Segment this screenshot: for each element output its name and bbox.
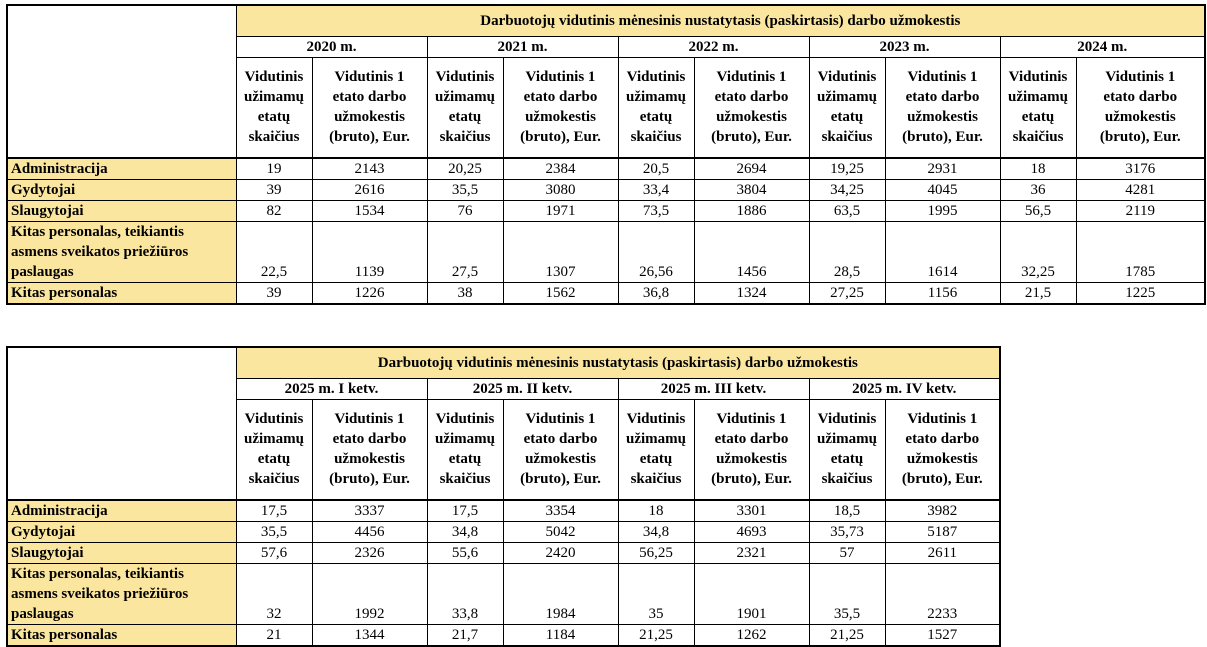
salary-cell: 2931 <box>885 158 1000 180</box>
positions-cell: 57,6 <box>236 543 312 564</box>
header-line: etato darbo <box>714 89 789 106</box>
positions-cell: 36 <box>1000 180 1076 201</box>
column-header-salary <box>694 399 809 500</box>
salary-cell: 2119 <box>1076 201 1205 222</box>
row-label: Gydytojai <box>7 180 236 201</box>
positions-cell: 63,5 <box>809 201 885 222</box>
header-line: užmokestis <box>334 451 405 468</box>
column-header-positions <box>1000 57 1076 158</box>
corner-cell <box>7 5 236 158</box>
salary-cell: 4045 <box>885 180 1000 201</box>
positions-cell: 36,8 <box>618 283 694 305</box>
salary-cell: 5187 <box>885 522 1000 543</box>
salary-cell: 1992 <box>312 564 427 625</box>
header-line: užimamų <box>435 89 495 106</box>
salary-cell: 4693 <box>694 522 809 543</box>
header-line: etato darbo <box>523 431 598 448</box>
table-row <box>7 201 1205 222</box>
header-line: (bruto), Eur. <box>520 471 601 488</box>
column-header-salary <box>503 399 618 500</box>
salary-cell: 2616 <box>312 180 427 201</box>
header-line: skaičius <box>248 129 300 146</box>
salary-cell: 1344 <box>312 625 427 647</box>
positions-cell: 21 <box>236 625 312 647</box>
header-line: skaičius <box>821 129 873 146</box>
salary-cell: 1262 <box>694 625 809 647</box>
header-line: etato darbo <box>905 431 980 448</box>
positions-cell: 18 <box>1000 158 1076 180</box>
header-line: skaičius <box>630 471 682 488</box>
positions-cell: 21,25 <box>618 625 694 647</box>
header-line: skaičius <box>821 471 873 488</box>
salary-cell: 1184 <box>503 625 618 647</box>
salary-cell: 1971 <box>503 201 618 222</box>
positions-cell: 32,25 <box>1000 222 1076 283</box>
table-row <box>7 283 1205 305</box>
positions-cell: 27,5 <box>427 222 503 283</box>
header-line: Vidutinis <box>817 69 877 86</box>
positions-cell: 76 <box>427 201 503 222</box>
row-label: Slaugytojai <box>7 201 236 222</box>
positions-cell: 35,73 <box>809 522 885 543</box>
header-line: (bruto), Eur. <box>329 129 410 146</box>
positions-cell: 35,5 <box>427 180 503 201</box>
header-line: skaičius <box>630 129 682 146</box>
positions-cell: 21,7 <box>427 625 503 647</box>
positions-cell: 33,8 <box>427 564 503 625</box>
header-line: Vidutinis <box>244 69 304 86</box>
salary-cell: 3337 <box>312 500 427 522</box>
salary-cell: 2384 <box>503 158 618 180</box>
salary-cell: 3354 <box>503 500 618 522</box>
positions-cell: 18,5 <box>809 500 885 522</box>
header-line: užimamų <box>244 89 304 106</box>
row-label: Kitas personalas, teikiantis asmens sveikatos priežiūros paslaugas <box>7 564 236 625</box>
positions-cell: 56,25 <box>618 543 694 564</box>
table-row <box>7 500 1000 522</box>
positions-cell: 39 <box>236 180 312 201</box>
positions-cell: 19,25 <box>809 158 885 180</box>
header-line: (bruto), Eur. <box>520 129 601 146</box>
header-line: skaičius <box>439 129 491 146</box>
column-header-positions <box>809 57 885 158</box>
positions-cell: 73,5 <box>618 201 694 222</box>
salary-cell: 4456 <box>312 522 427 543</box>
salary-cell: 1156 <box>885 283 1000 305</box>
salary-cell: 5042 <box>503 522 618 543</box>
header-line: Vidutinis 1 <box>525 411 596 428</box>
row-label: Gydytojai <box>7 522 236 543</box>
header-line: etatų <box>830 451 864 468</box>
row-label: Administracija <box>7 158 236 180</box>
salary-cell: 1785 <box>1076 222 1205 283</box>
salary-cell: 3301 <box>694 500 809 522</box>
salary-cell: 1995 <box>885 201 1000 222</box>
header-line: (bruto), Eur. <box>902 129 983 146</box>
table-row <box>7 158 1205 180</box>
header-line: Vidutinis 1 <box>1105 69 1176 86</box>
salary-cell: 2420 <box>503 543 618 564</box>
salary-cell: 2233 <box>885 564 1000 625</box>
header-line: etato darbo <box>714 431 789 448</box>
positions-cell: 21,5 <box>1000 283 1076 305</box>
salary-cell: 2611 <box>885 543 1000 564</box>
header-line: Vidutinis <box>626 69 686 86</box>
salary-cell: 2143 <box>312 158 427 180</box>
salary-cell: 1534 <box>312 201 427 222</box>
header-line: užmokestis <box>716 109 787 126</box>
header-line: užimamų <box>817 89 877 106</box>
header-line: Vidutinis 1 <box>525 69 596 86</box>
positions-cell: 35 <box>618 564 694 625</box>
salary-cell: 3982 <box>885 500 1000 522</box>
header-line: Vidutinis 1 <box>907 69 978 86</box>
column-header-positions <box>618 57 694 158</box>
positions-cell: 34,8 <box>618 522 694 543</box>
header-line: etatų <box>639 451 673 468</box>
header-line: etatų <box>448 451 482 468</box>
period-header: 2020 m. <box>236 36 427 57</box>
table-row <box>7 522 1000 543</box>
header-line: užmokestis <box>1104 109 1176 126</box>
header-line: Vidutinis 1 <box>716 69 787 86</box>
positions-cell: 32 <box>236 564 312 625</box>
column-header-positions <box>427 57 503 158</box>
period-header: 2022 m. <box>618 36 809 57</box>
positions-cell: 17,5 <box>236 500 312 522</box>
salary-cell: 1901 <box>694 564 809 625</box>
positions-cell: 38 <box>427 283 503 305</box>
corner-cell <box>7 347 236 500</box>
header-line: Vidutinis <box>817 411 877 428</box>
row-label: Kitas personalas <box>7 283 236 305</box>
salary-cell: 1527 <box>885 625 1000 647</box>
row-label: Kitas personalas <box>7 625 236 647</box>
period-header: 2025 m. IV ketv. <box>809 378 1000 399</box>
salary-cell: 1139 <box>312 222 427 283</box>
salary-cell: 2321 <box>694 543 809 564</box>
header-line: Vidutinis 1 <box>907 411 978 428</box>
header-line: Vidutinis <box>1008 69 1068 86</box>
positions-cell: 27,25 <box>809 283 885 305</box>
header-line: užmokestis <box>525 109 596 126</box>
header-line: etato darbo <box>523 89 598 106</box>
salary-cell: 1225 <box>1076 283 1205 305</box>
column-header-positions <box>618 399 694 500</box>
salary-cell: 3804 <box>694 180 809 201</box>
header-line: užmokestis <box>906 451 978 468</box>
header-line: Vidutinis <box>244 411 304 428</box>
positions-cell: 28,5 <box>809 222 885 283</box>
positions-cell: 22,5 <box>236 222 312 283</box>
table-row <box>7 222 1205 283</box>
table-row <box>7 180 1205 201</box>
column-header-positions <box>809 399 885 500</box>
column-header-salary <box>694 57 809 158</box>
salary-cell: 1456 <box>694 222 809 283</box>
positions-cell: 82 <box>236 201 312 222</box>
column-header-positions <box>236 399 312 500</box>
header-line: užimamų <box>626 431 686 448</box>
header-line: etato darbo <box>1103 89 1178 106</box>
positions-cell: 39 <box>236 283 312 305</box>
table-row <box>7 625 1000 647</box>
header-line: skaičius <box>248 471 300 488</box>
column-header-positions <box>236 57 312 158</box>
header-line: užmokestis <box>716 451 787 468</box>
period-header: 2023 m. <box>809 36 1000 57</box>
positions-cell: 20,5 <box>618 158 694 180</box>
header-line: etato darbo <box>905 89 980 106</box>
salary-cell: 3176 <box>1076 158 1205 180</box>
header-line: užimamų <box>435 431 495 448</box>
positions-cell: 35,5 <box>809 564 885 625</box>
header-line: užimamų <box>244 431 304 448</box>
positions-cell: 35,5 <box>236 522 312 543</box>
header-line: etatų <box>448 109 482 126</box>
column-header-salary <box>312 57 427 158</box>
salary-cell: 2326 <box>312 543 427 564</box>
header-line: (bruto), Eur. <box>711 471 792 488</box>
header-line: užmokestis <box>525 451 596 468</box>
salary-cell: 1984 <box>503 564 618 625</box>
header-line: skaičius <box>439 471 491 488</box>
positions-cell: 20,25 <box>427 158 503 180</box>
table-row <box>7 543 1000 564</box>
positions-cell: 34,25 <box>809 180 885 201</box>
positions-cell: 57 <box>809 543 885 564</box>
header-line: (bruto), Eur. <box>711 129 792 146</box>
header-line: (bruto), Eur. <box>1099 129 1181 146</box>
positions-cell: 17,5 <box>427 500 503 522</box>
column-header-salary <box>1076 57 1205 158</box>
row-label: Slaugytojai <box>7 543 236 564</box>
salary-cell: 3080 <box>503 180 618 201</box>
positions-cell: 34,8 <box>427 522 503 543</box>
salary-cell: 1562 <box>503 283 618 305</box>
row-label: Administracija <box>7 500 236 522</box>
header-line: etatų <box>257 109 291 126</box>
column-header-salary <box>885 57 1000 158</box>
period-header: 2025 m. III ketv. <box>618 378 809 399</box>
column-header-salary <box>312 399 427 500</box>
period-header: 2025 m. II ketv. <box>427 378 618 399</box>
header-line: užimamų <box>626 89 686 106</box>
header-line: užimamų <box>1008 89 1068 106</box>
header-line: (bruto), Eur. <box>329 471 410 488</box>
column-header-positions <box>427 399 503 500</box>
header-line: Vidutinis 1 <box>334 69 405 86</box>
header-line: Vidutinis <box>435 69 495 86</box>
positions-cell: 56,5 <box>1000 201 1076 222</box>
salary-cell: 1324 <box>694 283 809 305</box>
header-line: etatų <box>1021 109 1055 126</box>
period-header: 2025 m. I ketv. <box>236 378 427 399</box>
header-line: (bruto), Eur. <box>901 471 983 488</box>
table-title: Darbuotojų vidutinis mėnesinis nustatytasis (paskirtasis) darbo užmokestis <box>236 347 1000 378</box>
header-line: užimamų <box>817 431 877 448</box>
period-header: 2024 m. <box>1000 36 1205 57</box>
header-line: etatų <box>257 451 291 468</box>
positions-cell: 33,4 <box>618 180 694 201</box>
table-row <box>7 564 1000 625</box>
header-line: Vidutinis 1 <box>334 411 405 428</box>
positions-cell: 18 <box>618 500 694 522</box>
salary-cell: 1886 <box>694 201 809 222</box>
header-line: Vidutinis <box>435 411 495 428</box>
salary-cell: 1614 <box>885 222 1000 283</box>
period-header: 2021 m. <box>427 36 618 57</box>
positions-cell: 26,56 <box>618 222 694 283</box>
header-line: Vidutinis 1 <box>716 411 787 428</box>
positions-cell: 55,6 <box>427 543 503 564</box>
salary-cell: 2694 <box>694 158 809 180</box>
header-line: etatų <box>639 109 673 126</box>
table-title: Darbuotojų vidutinis mėnesinis nustatytasis (paskirtasis) darbo užmokestis <box>236 5 1205 36</box>
row-label: Kitas personalas, teikiantis asmens sveikatos priežiūros paslaugas <box>7 222 236 283</box>
salary-cell: 1226 <box>312 283 427 305</box>
salary-table-2025-quarters <box>6 346 1001 647</box>
salary-cell: 1307 <box>503 222 618 283</box>
positions-cell: 19 <box>236 158 312 180</box>
header-line: etato darbo <box>332 89 407 106</box>
header-line: užmokestis <box>907 109 978 126</box>
header-line: užmokestis <box>334 109 405 126</box>
positions-cell: 21,25 <box>809 625 885 647</box>
header-line: etatų <box>830 109 864 126</box>
salary-table-2020-2024 <box>6 4 1206 305</box>
header-line: Vidutinis <box>626 411 686 428</box>
salary-cell: 4281 <box>1076 180 1205 201</box>
column-header-salary <box>885 399 1000 500</box>
header-line: etato darbo <box>332 431 407 448</box>
column-header-salary <box>503 57 618 158</box>
header-line: skaičius <box>1012 129 1064 146</box>
